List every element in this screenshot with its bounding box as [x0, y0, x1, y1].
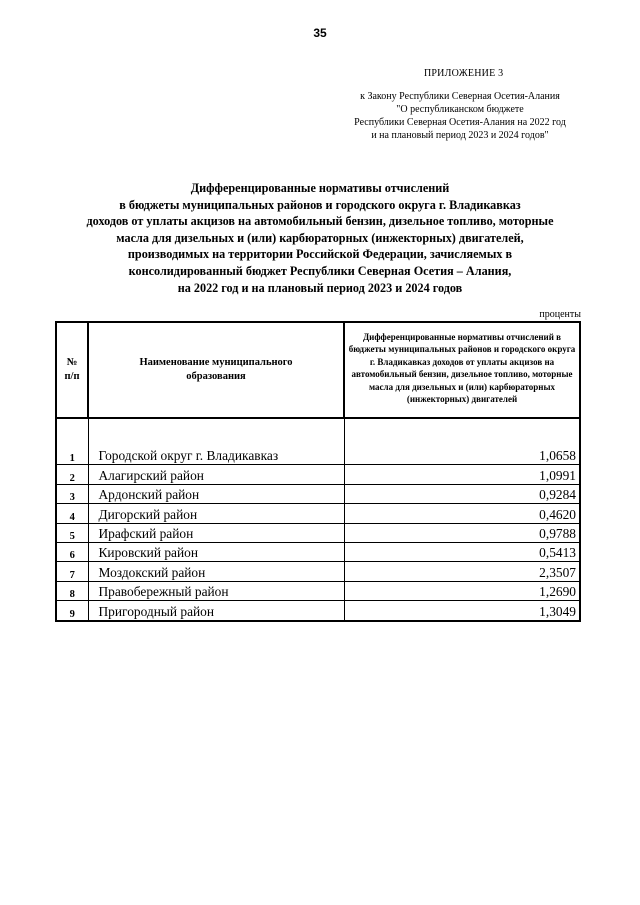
row-number: 6 — [56, 542, 88, 561]
title-line: доходов от уплаты акцизов на автомобильный бензин, дизельное топливо, моторные — [86, 214, 554, 229]
row-norm-value: 2,3507 — [344, 562, 580, 581]
row-municipality-name: Ардонский район — [88, 484, 344, 503]
header-municipality-text: Наименование муниципального образования — [139, 357, 293, 382]
table-row — [56, 484, 580, 503]
title-line: масла для дизельных и (или) карбюраторных (инжекторных) двигателей, — [116, 230, 524, 245]
row-norm-value: 1,3049 — [344, 601, 580, 621]
table-row — [56, 465, 580, 484]
appendix-label: ПРИЛОЖЕНИЕ 3 — [424, 68, 504, 79]
row-number: 9 — [56, 601, 88, 621]
row-norm-value: 0,4620 — [344, 504, 580, 523]
header-number-abbrev: п/п — [64, 371, 80, 382]
row-norm-value: 0,9284 — [344, 484, 580, 503]
appendix-reference-line: и на плановый период 2023 и 2024 годов" — [371, 130, 549, 141]
title-line: на 2022 год и на плановый период 2023 и 2024 годов — [177, 280, 463, 295]
title-line: производимых на территории Российской Федерации, зачисляемых в — [127, 247, 513, 262]
spacer-cell — [56, 418, 88, 446]
row-number: 2 — [56, 465, 88, 484]
row-number: 7 — [56, 562, 88, 581]
table-header-row — [56, 322, 580, 418]
spacer-cell — [88, 418, 344, 446]
row-municipality-name: Ирафский район — [88, 523, 344, 542]
row-municipality-name: Кировский район — [88, 542, 344, 561]
units-label: проценты — [539, 309, 581, 320]
row-number: 3 — [56, 484, 88, 503]
title-line: в бюджеты муниципальных районов и городского округа г. Владикавказ — [119, 197, 521, 212]
table-row — [56, 601, 580, 621]
header-norm-value: Дифференцированные нормативы отчислений в бюджеты муниципальных районов и городского округа г. Владикавказ доходов от уплаты акцизов на автомобильный бензин, дизельное топливо, моторные масла для дизельных и (или) карбюраторных (инжекторных) двигателей — [344, 322, 580, 418]
table-row — [56, 581, 580, 600]
table-row — [56, 542, 580, 561]
table-spacer-row — [56, 418, 580, 446]
norms-table — [55, 321, 581, 622]
spacer-cell — [344, 418, 580, 446]
row-norm-value: 1,0991 — [344, 465, 580, 484]
title-line: Дифференцированные нормативы отчислений — [190, 181, 450, 195]
title-line: консолидированный бюджет Республики Северная Осетия – Алания, — [128, 263, 512, 278]
table-body — [56, 418, 580, 621]
row-norm-value: 1,0658 — [344, 446, 580, 465]
row-norm-value: 1,2690 — [344, 581, 580, 600]
appendix-reference-line: Республики Северная Осетия-Алания на 2022 год — [354, 117, 566, 128]
row-municipality-name: Правобережный район — [88, 581, 344, 600]
header-municipality — [88, 322, 344, 418]
row-number: 8 — [56, 581, 88, 600]
header-number — [56, 322, 88, 418]
row-municipality-name: Дигорский район — [88, 504, 344, 523]
appendix-reference-line: к Закону Республики Северная Осетия-Алания — [360, 91, 560, 102]
row-municipality-name: Алагирский район — [88, 465, 344, 484]
table-row — [56, 562, 580, 581]
row-norm-value: 0,9788 — [344, 523, 580, 542]
row-municipality-name: Пригородный район — [88, 601, 344, 621]
row-norm-value: 0,5413 — [344, 542, 580, 561]
appendix-reference-line: "О республиканском бюджете — [396, 104, 524, 115]
appendix-reference — [330, 90, 590, 142]
table-row — [56, 446, 580, 465]
row-municipality-name: Городской округ г. Владикавказ — [88, 446, 344, 465]
row-municipality-name: Моздокский район — [88, 562, 344, 581]
document-title — [30, 180, 610, 296]
row-number: 1 — [56, 446, 88, 465]
header-number-symbol: № — [66, 357, 78, 368]
table-row — [56, 504, 580, 523]
row-number: 5 — [56, 523, 88, 542]
page-number: 35 — [313, 26, 327, 40]
table-row — [56, 523, 580, 542]
row-number: 4 — [56, 504, 88, 523]
